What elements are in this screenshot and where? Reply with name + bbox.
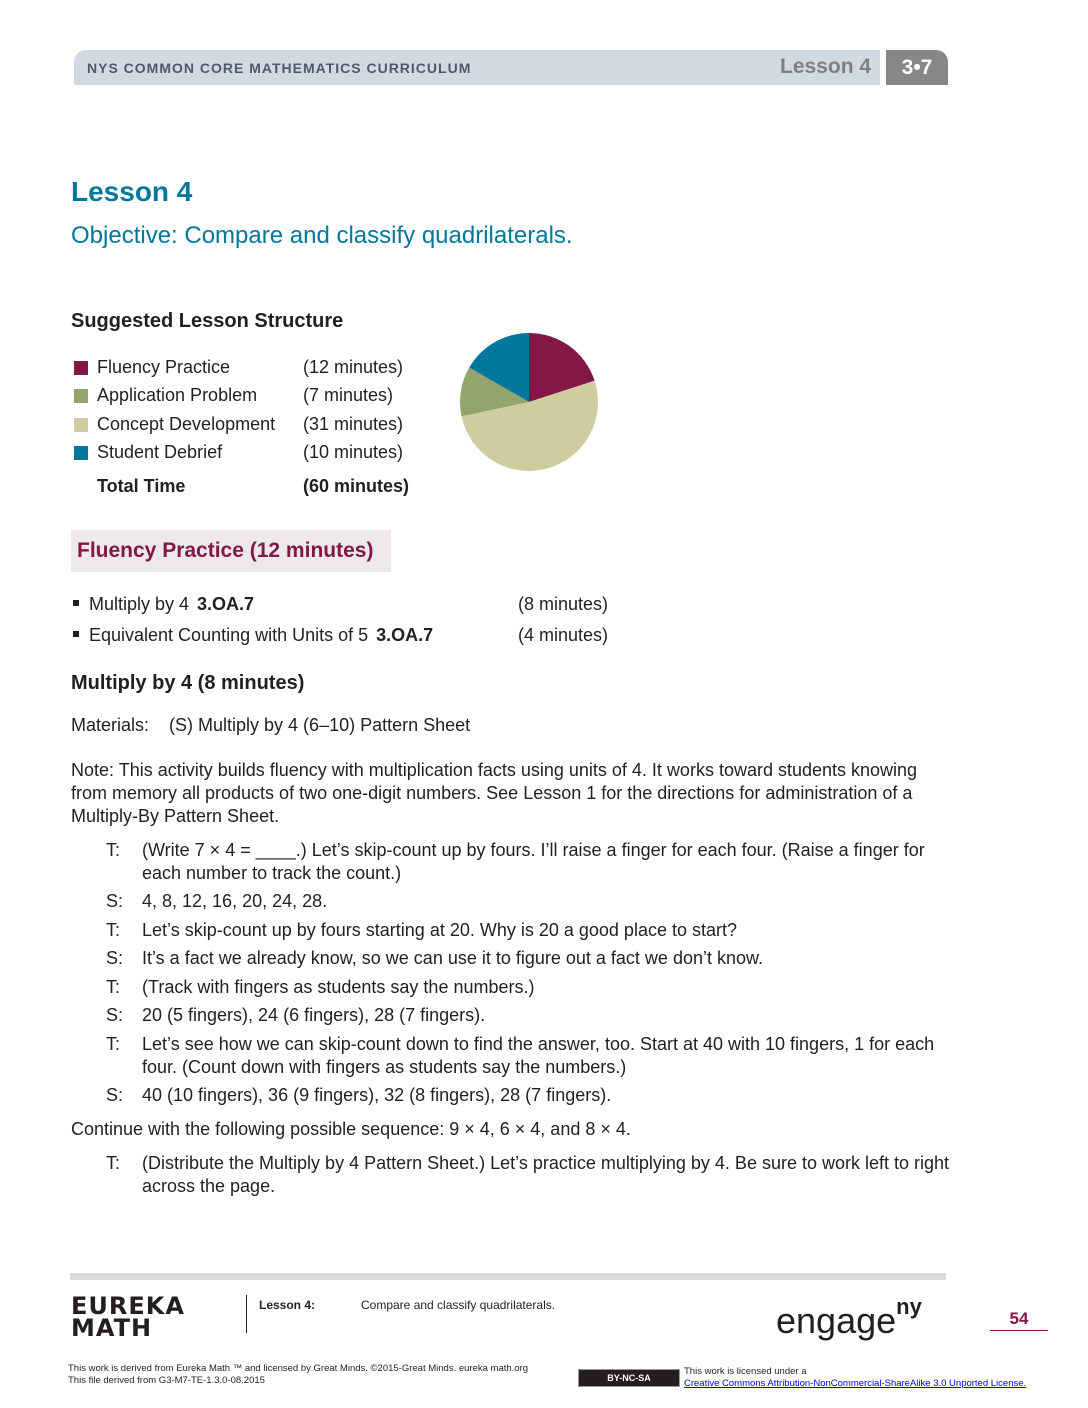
structure-item-time: (12 minutes) xyxy=(303,357,404,377)
bullet-standard: 3.OA.7 xyxy=(197,594,255,614)
bullet-square-icon xyxy=(73,631,79,637)
structure-item-name: Concept Development xyxy=(97,414,276,434)
header-lesson-label: Lesson 4 xyxy=(780,55,872,78)
bullet-time: (8 minutes) xyxy=(518,594,609,614)
curriculum-title: NYS COMMON CORE MATHEMATICS CURRICULUM xyxy=(87,60,472,76)
bullet-square-icon xyxy=(73,600,79,606)
structure-item-time: (10 minutes) xyxy=(303,442,404,462)
footer-rule xyxy=(70,1273,946,1280)
fluency-bullet xyxy=(71,625,433,646)
file-derived-notice: This file derived from G3-M7-TE-1.3.0-08.2015 xyxy=(68,1375,265,1386)
total-time-value: (60 minutes) xyxy=(303,476,410,496)
footer-divider xyxy=(246,1295,247,1333)
logo-line-2: MATH xyxy=(71,1314,153,1342)
structure-item-time: (31 minutes) xyxy=(303,414,404,434)
speaker-label: T: xyxy=(106,1034,121,1054)
engageny-logo xyxy=(776,1294,922,1342)
lesson-structure-heading: Suggested Lesson Structure xyxy=(71,310,344,332)
fluency-practice-heading: Fluency Practice (12 minutes) xyxy=(77,539,374,562)
page-number: 54 xyxy=(1009,1309,1029,1328)
engage-text: engage xyxy=(776,1300,897,1341)
grade-module-badge: 3•7 xyxy=(886,50,948,85)
ny-text: ny xyxy=(896,1294,922,1319)
cc-badge-text: BY-NC-SA xyxy=(607,1373,651,1383)
dialogue-line: 4, 8, 12, 16, 20, 24, 28. xyxy=(142,891,328,911)
dialogue-line: Let’s see how we can skip-count down to find the answer, too. Start at 40 with 10 fingers, 1 for each four. (Count down with fingers as students say the numbers.) xyxy=(142,1034,935,1077)
bullet-text: Equivalent Counting with Units of 5 xyxy=(89,625,369,645)
structure-item-time: (7 minutes) xyxy=(303,385,394,405)
structure-item-name: Application Problem xyxy=(97,385,258,405)
structure-item-name: Fluency Practice xyxy=(97,357,231,377)
continue-sequence: Continue with the following possible sequence: 9 × 4, 6 × 4, and 8 × 4. xyxy=(71,1119,631,1139)
materials-line: Materials: (S) Multiply by 4 (6–10) Pattern Sheet xyxy=(71,715,471,735)
bullet-standard: 3.OA.7 xyxy=(376,625,434,645)
activity-note: Note: This activity builds fluency with multiplication facts using units of 4. It works toward students knowing from memory all products of two one-digit numbers. See Lesson 1 for the directions for administration of a Multiply-By Pattern Sheet. xyxy=(71,760,918,826)
fluency-swatch xyxy=(74,361,88,375)
structure-item-name: Student Debrief xyxy=(97,442,223,462)
debrief-swatch xyxy=(74,446,88,460)
eureka-math-logo xyxy=(71,1292,185,1342)
speaker-label: S: xyxy=(106,1085,124,1105)
application-swatch xyxy=(74,389,88,403)
dialogue-line: It’s a fact we already know, so we can use it to figure out a fact we don’t know. xyxy=(142,948,764,968)
speaker-label: S: xyxy=(106,891,124,911)
speaker-label: T: xyxy=(106,1153,121,1173)
dialogue-line: 40 (10 fingers), 36 (9 fingers), 32 (8 fingers), 28 (7 fingers). xyxy=(142,1085,612,1105)
derived-notice: This work is derived from Eureka Math ™ and licensed by Great Minds. ©2015-Great Minds. eureka math.org xyxy=(68,1363,529,1374)
activity-heading: Multiply by 4 (8 minutes) xyxy=(71,672,305,694)
footer-lesson-objective: Compare and classify quadrilaterals. xyxy=(361,1298,556,1312)
footer-lesson-label: Lesson 4: xyxy=(259,1298,316,1312)
speaker-label: T: xyxy=(106,840,121,860)
speaker-label: S: xyxy=(106,1005,124,1025)
dialogue-line: (Track with fingers as students say the numbers.) xyxy=(142,977,535,997)
speaker-label: T: xyxy=(106,920,121,940)
license-text: This work is licensed under a xyxy=(684,1366,807,1377)
bullet-text: Multiply by 4 xyxy=(89,594,190,614)
speaker-label: S: xyxy=(106,948,124,968)
concept-swatch xyxy=(74,418,88,432)
speaker-label: T: xyxy=(106,977,121,997)
dialogue-line: Let’s skip-count up by fours starting at 20. Why is 20 a good place to start? xyxy=(142,920,737,940)
dialogue-line: (Write 7 × 4 = ____.) Let’s skip-count up by fours. I’ll raise a finger for each four. (Raise a finger for each number to track the count.) xyxy=(142,840,925,883)
total-time-label: Total Time xyxy=(97,476,186,496)
dialogue-line: 20 (5 fingers), 24 (6 fingers), 28 (7 fingers). xyxy=(142,1005,486,1025)
license-link[interactable]: Creative Commons Attribution-NonCommercial-ShareAlike 3.0 Unported License. xyxy=(684,1378,1027,1389)
lesson-structure-pie-chart xyxy=(458,331,600,473)
fluency-bullet xyxy=(71,594,254,615)
creative-commons-badge xyxy=(578,1369,680,1387)
lesson-title: Lesson 4 xyxy=(71,176,193,207)
lesson-objective: Objective: Compare and classify quadrilaterals. xyxy=(71,222,573,249)
dialogue-line: (Distribute the Multiply by 4 Pattern Sheet.) Let’s practice multiplying by 4. Be sure to work left to right across the page. xyxy=(142,1153,950,1196)
page-number-rule xyxy=(990,1330,1048,1331)
logo-line-1: EUREKA xyxy=(71,1292,185,1320)
bullet-time: (4 minutes) xyxy=(518,625,609,645)
